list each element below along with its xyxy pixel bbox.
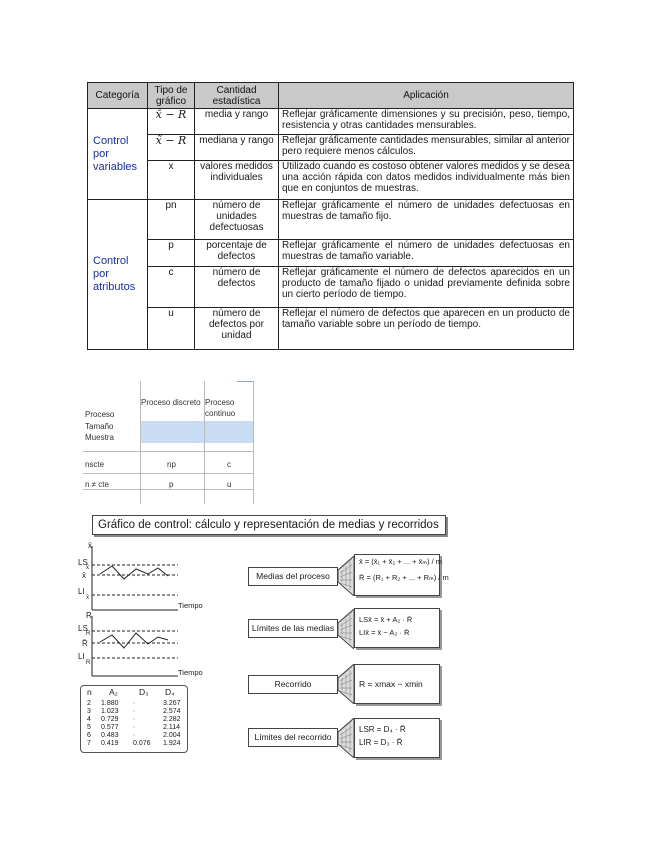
cantidad-cell: porcentaje de defectos (195, 239, 279, 266)
aplicacion-cell: Reflejar gráficamente dimensiones y su precisión, peso, tiempo, resistencia y otras cantidades mensurables. (279, 109, 574, 135)
header-tipo: Tipo de gráfico (148, 83, 195, 109)
tipo-cell: u (148, 308, 195, 350)
cantidad-cell: media y rango (195, 109, 279, 135)
funnel-icon (338, 718, 354, 758)
cantidad-cell: número de unidades defectuosas (195, 200, 279, 239)
const-col-d3: · · · · · 0.076 (133, 700, 151, 747)
formula-lim-rec-line1: LSR = D₄ · R̄ (359, 725, 406, 734)
chart2-li: LI (78, 652, 85, 661)
chart2-series (100, 633, 168, 648)
label-medias: Medias del proceso (248, 567, 338, 586)
const-col-n: 2 3 4 5 6 7 (87, 700, 91, 747)
funnel-icon (338, 556, 354, 596)
cantidad-cell: mediana y rango (195, 134, 279, 160)
category-variables: Control por variables (88, 109, 148, 200)
chart1-series (100, 566, 168, 579)
sheet-row2-v1: np (167, 460, 176, 469)
sheet-col2: Proceso discreto (141, 398, 201, 407)
formula-limites (354, 608, 440, 648)
const-col-d4: 3.267 2.574 2.282 2.114 2.004 1.924 (163, 700, 181, 747)
const-header-n: n (87, 687, 92, 697)
sheet-row3-v2: u (227, 480, 232, 489)
spreadsheet-fragment (83, 381, 254, 504)
header-cantidad: Cantidad estadística (195, 83, 279, 109)
header-categoria: Categoría (88, 83, 148, 109)
highlight-cell (140, 421, 253, 443)
formula-medias (354, 554, 449, 596)
formula-recorrido-line: R = xmax − xmin (359, 679, 423, 689)
chart1-li-sub: x̄ (86, 595, 89, 601)
aplicacion-cell: Reflejar gráficamente el número de unidades defectuosas en muestras de tamaño fijo. (279, 200, 574, 239)
aplicacion-cell: Utilizado cuando es costoso obtener valores medidos y se desea una acción rápida con datos medidos individualmente más bien que en conjuntos de muestras. (279, 160, 574, 199)
cantidad-cell: valores medidos individuales (195, 160, 279, 199)
tipo-cell: pn (148, 200, 195, 239)
control-chart-types-table (87, 82, 574, 350)
formula-limites-line2: LIx̄ = x̄ − A₂ · R̄ (359, 628, 410, 637)
funnel-icon (338, 664, 354, 704)
funnel-icon (338, 609, 354, 649)
chart1-li: LI (78, 587, 85, 596)
const-header-d3: D₃ (139, 687, 149, 697)
chart1-ls: LS (78, 558, 88, 567)
sheet-row2-label: nscte (85, 460, 105, 469)
aplicacion-cell: Reflejar gráficamente cantidades mensurables, similar al anterior pero requiere menos cálculos. (279, 134, 574, 160)
chart2-y-label: R (86, 611, 92, 620)
chart2-center: R̄ (82, 639, 88, 648)
const-col-a2: 1.880 1.023 0.729 0.577 0.483 0.419 (101, 700, 119, 747)
aplicacion-cell: Reflejar gráficamente el número de defectos aparecidos en un producto de tamaño fijado o unidad previamente definida sobre un cierto período de tiempo. (279, 266, 574, 308)
sheet-col1: Proceso (85, 410, 115, 419)
sheet-col3: Proceso continuo (205, 398, 236, 418)
formula-recorrido (354, 664, 440, 704)
formula-lim-rec-line2: LIR = D₃ · R̄ (359, 738, 403, 747)
formula-limites-line1: LSx̄ = x̄ + A₂ · R̄ (359, 615, 413, 624)
aplicacion-cell: Reflejar el número de defectos que aparecen en un producto de tamaño variable sobre un período de tiempo. (279, 308, 574, 350)
tipo-cell: c (148, 266, 195, 308)
label-limites-recorrido: Límites del recorrido (248, 728, 338, 747)
chart2-ls: LS (78, 624, 88, 633)
figure-title: Gráfico de control: cálculo y representación de medias y recorridos (92, 515, 446, 535)
cantidad-cell: número de defectos (195, 266, 279, 308)
category-atributos: Control por atributos (88, 200, 148, 350)
const-header-a2: A₂ (109, 687, 118, 697)
sheet-row3-label: n ≠ cte (85, 480, 109, 489)
formula-lim-recorrido (354, 718, 440, 758)
chart1-y-label: x̄ (88, 541, 92, 550)
constants-table (80, 685, 188, 753)
formula-medias-line2: R̄ = (R₁ + R₂ + ... + Rₘ) / m (359, 573, 449, 582)
chart2-x-label: Tiempo (178, 668, 203, 677)
formula-medias-line1: x̄ = (x̄₁ + x̄₂ + ... + x̄ₘ) / m (359, 557, 443, 566)
sheet-row3-v1: p (169, 480, 174, 489)
chart2-ls-sub: R (86, 631, 91, 637)
tipo-cell: x̄ − R (148, 109, 195, 135)
label-recorrido: Recorrido (248, 675, 338, 694)
chart1-x-label: Tiempo (178, 601, 203, 610)
chart1-center: x̄ (82, 571, 86, 580)
cantidad-cell: número de defectos por unidad (195, 308, 279, 350)
chart1-ls-sub: x̄ (86, 565, 89, 571)
header-aplicacion: Aplicación (279, 83, 574, 109)
sheet-row2-v2: c (227, 460, 231, 469)
const-header-d4: D₄ (165, 687, 175, 697)
tipo-cell: p (148, 239, 195, 266)
sheet-row1: Tamaño Muestra (85, 422, 114, 442)
aplicacion-cell: Reflejar gráficamente el número de unidades defectuosas en muestras de tamaño variable. (279, 239, 574, 266)
control-charts (78, 538, 248, 684)
label-limites-medias: Límites de las medias (248, 619, 338, 638)
tipo-cell: x (148, 160, 195, 199)
chart2-li-sub: R (86, 660, 91, 666)
tipo-cell: x̃ − R (148, 134, 195, 160)
